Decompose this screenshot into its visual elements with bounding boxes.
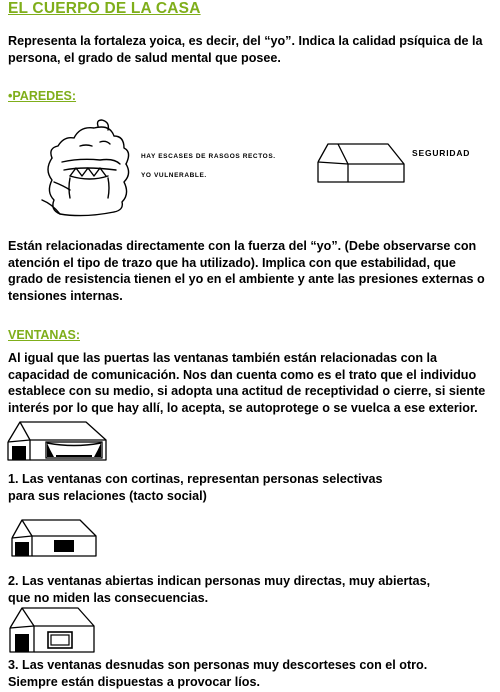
intro-line: Representa la fortaleza yoica, es decir, del “yo”. Indica la calidad psíquica de la	[8, 34, 483, 48]
intro-line: persona, el grado de salud mental que posee.	[8, 50, 281, 65]
ventanas-item-3	[8, 657, 427, 690]
ventanas-line: capacidad de comunicación. Nos dan cuenta como es el trato que el individuo	[8, 367, 477, 382]
paredes-line: atención el tipo de trazo que ha utilizado). Implica con que estabilidad, que	[8, 255, 456, 270]
house-open-window-icon	[10, 518, 100, 558]
section-heading-paredes: •PAREDES:	[8, 89, 77, 103]
ventanas-paragraph	[8, 350, 485, 416]
ventanas-line: Al igual que las puertas las ventanas también están relacionadas con la	[8, 351, 438, 365]
label-seguridad: SEGURIDAD	[412, 148, 471, 158]
page-title: EL CUERPO DE LA CASA	[8, 0, 201, 17]
item-line: para sus relaciones (tacto social)	[8, 488, 207, 503]
intro-paragraph	[8, 33, 483, 66]
item-line: 2. Las ventanas abiertas indican personas muy directas, muy abiertas,	[8, 574, 431, 588]
paredes-line: grado de resistencia tienen el yo en el ambiente y ante las presiones externas o	[8, 272, 485, 286]
wavy-house-drawing-icon	[40, 118, 140, 218]
house-bare-window-icon	[8, 606, 98, 654]
note-yo-vulnerable: YO VULNERABLE.	[141, 172, 207, 179]
item-line: 3. Las ventanas desnudas son personas muy descorteses con el otro.	[8, 658, 428, 672]
paredes-line: Están relacionadas directamente con la fuerza del “yo”. (Debe observarse con	[8, 239, 477, 253]
paredes-paragraph	[8, 238, 485, 304]
item-line: que no miden las consecuencias.	[8, 590, 209, 605]
note-rasgos: HAY ESCASES DE RASGOS RECTOS.	[141, 153, 276, 160]
straight-house-drawing-icon	[316, 140, 406, 184]
item-line: Siempre están dispuestas a provocar líos.	[8, 674, 260, 689]
ventanas-line: interés por lo que hay allí, lo acepta, se autoprotege o se vuelca a ese exterior.	[8, 400, 478, 415]
item-line: 1. Las ventanas con cortinas, representan personas selectivas	[8, 472, 383, 486]
ventanas-item-2	[8, 573, 430, 606]
ventanas-item-1	[8, 471, 383, 504]
section-heading-ventanas: VENTANAS:	[8, 328, 80, 342]
ventanas-line: establece con su medio, si adopta una actitud de receptividad o cierre, si siente	[8, 384, 486, 398]
house-curtain-window-icon	[6, 420, 112, 462]
paredes-line: tensiones internas.	[8, 288, 123, 303]
